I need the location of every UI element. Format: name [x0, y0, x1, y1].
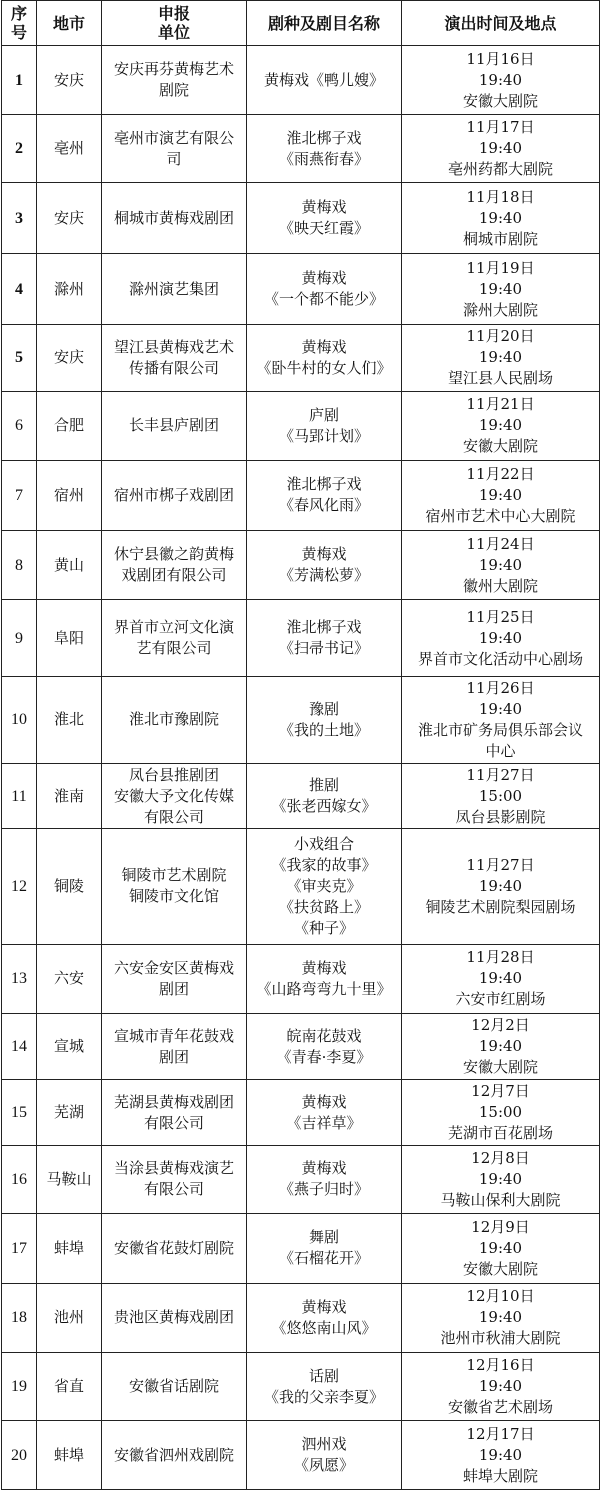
table-row: [2, 1283, 600, 1352]
table-row: [2, 182, 600, 253]
row-unit: [102, 1014, 247, 1080]
header-no: [2, 1, 37, 46]
header-play: 剧种及剧目名称: [247, 1, 402, 46]
row-play-line: 黄梅戏: [301, 1297, 347, 1316]
row-play-line: 《映天红霞》: [278, 219, 369, 238]
table-row: [2, 1014, 600, 1080]
row-play-line: 黄梅戏: [301, 545, 347, 564]
table-row: [2, 531, 600, 600]
table-row: [2, 1421, 600, 1490]
row-time-place-line: 11月22日: [466, 464, 535, 483]
row-number: 7: [2, 460, 37, 530]
row-play-line: 《青春·李夏》: [276, 1047, 372, 1066]
table-row: [2, 460, 600, 530]
row-time-place-line: 19:40: [478, 1377, 523, 1396]
row-play-line: 《夙愿》: [293, 1456, 354, 1475]
row-time-place-line: 11月28日: [466, 948, 535, 967]
row-number: 9: [2, 600, 37, 677]
row-time-place-line: 19:40: [478, 1308, 523, 1327]
row-time-place-line: 11月17日: [466, 118, 535, 137]
header-no-line-2: 号: [10, 23, 27, 42]
performance-schedule-table: [1, 0, 600, 1490]
row-number: 5: [2, 324, 37, 391]
table-row: [2, 254, 600, 324]
header-unit-line-1: 申报: [157, 4, 190, 23]
table-row: [2, 944, 600, 1013]
row-play-line: 淮北梆子戏: [286, 475, 362, 494]
row-play-line: 《张老西嫁女》: [271, 797, 377, 815]
row-play: [247, 677, 402, 764]
row-time-place-line: 19:40: [478, 1238, 523, 1257]
row-play-line: 庐剧: [308, 405, 339, 424]
row-unit: [102, 677, 247, 764]
row-unit: [102, 1283, 247, 1352]
row-play-line: 推剧: [308, 776, 339, 794]
row-unit-line: 铜陵市文化馆: [128, 887, 219, 906]
row-city: 宣城: [37, 1014, 102, 1080]
row-time-place-line: 15:00: [478, 1103, 523, 1122]
schedule-body: [2, 46, 600, 1490]
row-time-place-line: 19:40: [478, 1037, 523, 1056]
row-unit: [102, 944, 247, 1013]
row-unit-line: 安徽省花鼓灯剧院: [113, 1238, 234, 1257]
table-row: [2, 829, 600, 944]
row-time-place: [402, 182, 600, 253]
row-play-line: 《扫帚书记》: [278, 639, 369, 658]
row-city: 马鞍山: [37, 1145, 102, 1213]
row-time-place: [402, 392, 600, 460]
row-time-place-line: 池州市秋浦大剧院: [440, 1329, 561, 1348]
row-time-place: [402, 600, 600, 677]
header-city: 地市: [37, 1, 102, 46]
row-play-line: 黄梅戏: [301, 1159, 347, 1178]
row-unit-line: 亳州市演艺有限公: [113, 128, 234, 147]
row-time-place-line: 界首市文化活动中心剧场: [417, 649, 583, 668]
row-unit: [102, 392, 247, 460]
row-time-place-line: 铜陵艺术剧院梨园剧场: [425, 897, 576, 916]
row-play-line: 黄梅戏: [301, 337, 347, 356]
row-time-place-line: 12月8日: [471, 1148, 530, 1167]
row-unit-line: 司: [166, 149, 182, 168]
row-unit-line: 戏剧团有限公司: [121, 566, 227, 585]
table-row: [2, 1145, 600, 1213]
row-play-line: 皖南花鼓戏: [286, 1026, 362, 1045]
row-play: [247, 1145, 402, 1213]
row-city: 芜湖: [37, 1080, 102, 1145]
row-time-place-line: 11月27日: [466, 855, 535, 874]
row-unit-line: 贵池区黄梅戏剧团: [113, 1308, 234, 1327]
row-unit-line: 艺有限公司: [136, 639, 212, 658]
row-time-place: [402, 531, 600, 600]
row-unit: [102, 829, 247, 944]
row-play-line: 《卧牛村的女人们》: [256, 358, 392, 377]
row-unit-line: 安徽省话剧院: [128, 1377, 219, 1396]
row-city: 安庆: [37, 46, 102, 115]
table-row: [2, 1214, 600, 1283]
header-no-line-1: 序: [10, 4, 27, 23]
row-play-line: 《吉祥草》: [286, 1113, 362, 1132]
row-unit-line: 长丰县庐剧团: [128, 416, 219, 435]
table-row: [2, 600, 600, 677]
row-play-line: 《我的土地》: [278, 720, 369, 739]
row-time-place-line: 12月10日: [466, 1287, 535, 1306]
row-number: 13: [2, 944, 37, 1013]
table-row: [2, 115, 600, 182]
row-time-place-line: 芜湖市百花剧场: [447, 1124, 553, 1143]
row-unit-line: 淮北市豫剧院: [128, 710, 219, 729]
row-time-place-line: 12月9日: [471, 1217, 530, 1236]
row-number: 16: [2, 1145, 37, 1213]
row-unit: [102, 600, 247, 677]
row-time-place-line: 19:40: [478, 555, 523, 574]
row-unit: [102, 1080, 247, 1145]
row-play-line: 《石榴花开》: [278, 1249, 369, 1268]
row-unit-line: 剧团: [158, 979, 189, 998]
row-time-place-line: 19:40: [478, 416, 523, 435]
row-play: [247, 600, 402, 677]
row-city: 池州: [37, 1283, 102, 1352]
row-city: 宿州: [37, 460, 102, 530]
row-unit: [102, 115, 247, 182]
row-play-line: 舞剧: [308, 1228, 339, 1247]
row-city: 合肥: [37, 392, 102, 460]
row-time-place-line: 凤台县影剧院: [455, 807, 546, 826]
row-play-line: 《马郢计划》: [278, 426, 369, 445]
row-unit-line: 安庆再芬黄梅艺术: [113, 60, 234, 79]
row-unit: [102, 46, 247, 115]
row-play: [247, 763, 402, 828]
row-time-place-line: 11月24日: [466, 534, 535, 553]
row-play-line: 《山路弯弯九十里》: [256, 979, 392, 998]
row-time-place-line: 19:40: [478, 485, 523, 504]
row-number: 15: [2, 1080, 37, 1145]
table-row: [2, 1080, 600, 1145]
row-number: 18: [2, 1283, 37, 1352]
row-play-line: 豫剧: [308, 699, 339, 718]
row-unit: [102, 531, 247, 600]
row-time-place-line: 蚌埠大剧院: [462, 1466, 538, 1485]
row-unit: [102, 254, 247, 324]
row-play-line: 《春风化雨》: [278, 496, 369, 515]
row-time-place-line: 安徽省艺术剧场: [447, 1398, 553, 1417]
row-unit: [102, 324, 247, 391]
row-play-line: 黄梅戏《鸭儿嫂》: [263, 70, 384, 89]
header-row: [2, 1, 600, 46]
row-time-place-line: 11月18日: [466, 187, 535, 206]
row-unit: [102, 1353, 247, 1421]
table-row: [2, 763, 600, 828]
table-row: [2, 1353, 600, 1421]
row-unit-line: 安徽大予文化传媒: [113, 786, 234, 805]
row-time-place: [402, 1421, 600, 1490]
row-play: [247, 46, 402, 115]
row-unit-line: 桐城市黄梅戏剧团: [113, 208, 234, 227]
row-city: 铜陵: [37, 829, 102, 944]
row-time-place: [402, 763, 600, 828]
row-time-place-line: 11月27日: [466, 765, 535, 784]
row-time-place-line: 19:40: [478, 969, 523, 988]
row-unit: [102, 1421, 247, 1490]
row-time-place-line: 安徽大剧院: [462, 1058, 538, 1077]
row-unit: [102, 182, 247, 253]
row-time-place-line: 19:40: [478, 628, 523, 647]
row-play-line: 《雨燕衔春》: [278, 149, 369, 168]
row-time-place: [402, 1353, 600, 1421]
row-unit-line: 宿州市梆子戏剧团: [113, 485, 234, 504]
row-play-line: 泗州戏: [301, 1435, 347, 1454]
row-unit-line: 有限公司: [143, 1180, 204, 1199]
row-city: 淮北: [37, 677, 102, 764]
row-number: 2: [2, 115, 37, 182]
row-time-place-line: 安徽大剧院: [462, 437, 538, 456]
row-time-place-line: 19:40: [478, 139, 523, 158]
table-row: [2, 324, 600, 391]
row-time-place-line: 12月16日: [466, 1356, 535, 1375]
row-time-place: [402, 46, 600, 115]
row-unit-line: 望江县黄梅戏艺术: [113, 337, 234, 356]
row-play-line: 《种子》: [293, 918, 354, 937]
row-time-place-line: 15:00: [478, 786, 523, 805]
row-city: 六安: [37, 944, 102, 1013]
row-play: [247, 1080, 402, 1145]
row-time-place-line: 六安市红剧场: [455, 990, 546, 1009]
row-time-place-line: 19:40: [478, 70, 523, 89]
row-time-place-line: 徽州大剧院: [462, 576, 538, 595]
row-play: [247, 944, 402, 1013]
row-time-place-line: 19:40: [478, 699, 523, 718]
row-play-line: 《审夹克》: [286, 876, 362, 895]
row-play-line: 黄梅戏: [301, 958, 347, 977]
row-play: [247, 829, 402, 944]
row-unit-line: 剧团: [158, 1047, 189, 1066]
row-play-line: 黄梅戏: [301, 198, 347, 217]
row-time-place: [402, 460, 600, 530]
row-city: 黄山: [37, 531, 102, 600]
row-play: [247, 324, 402, 391]
row-time-place-line: 滁州大剧院: [462, 300, 538, 319]
row-unit-line: 铜陵市艺术剧院: [121, 866, 227, 885]
row-time-place-line: 11月19日: [466, 258, 535, 277]
header-time-place: 演出时间及地点: [402, 1, 600, 46]
row-time-place-line: 11月16日: [466, 49, 535, 68]
row-time-place-line: 11月26日: [466, 678, 535, 697]
row-unit-line: 传播有限公司: [128, 358, 219, 377]
row-play: [247, 1214, 402, 1283]
row-time-place-line: 中心: [485, 741, 516, 760]
row-time-place: [402, 1014, 600, 1080]
row-play: [247, 254, 402, 324]
row-play-line: 《燕子归时》: [278, 1180, 369, 1199]
row-number: 12: [2, 829, 37, 944]
row-number: 3: [2, 182, 37, 253]
table-row: [2, 677, 600, 764]
row-time-place-line: 望江县人民剧场: [447, 369, 553, 388]
header-unit-line-2: 单位: [157, 23, 190, 42]
table-row: [2, 46, 600, 115]
row-unit-line: 六安金安区黄梅戏: [113, 958, 234, 977]
row-unit-line: 滁州演艺集团: [128, 279, 219, 298]
row-play: [247, 1421, 402, 1490]
row-time-place: [402, 254, 600, 324]
row-time-place-line: 19:40: [478, 1445, 523, 1464]
row-unit: [102, 460, 247, 530]
row-play-line: 《悠悠南山风》: [271, 1318, 377, 1337]
row-number: 19: [2, 1353, 37, 1421]
row-unit-line: 界首市立河文化演: [113, 618, 234, 637]
row-time-place-line: 桐城市剧院: [462, 229, 538, 248]
row-time-place-line: 安徽大剧院: [462, 91, 538, 110]
row-time-place: [402, 944, 600, 1013]
row-city: 蚌埠: [37, 1421, 102, 1490]
row-time-place-line: 19:40: [478, 279, 523, 298]
row-city: 省直: [37, 1353, 102, 1421]
row-number: 1: [2, 46, 37, 115]
row-play-line: 淮北梆子戏: [286, 128, 362, 147]
row-number: 6: [2, 392, 37, 460]
row-number: 8: [2, 531, 37, 600]
row-city: 滁州: [37, 254, 102, 324]
row-play-line: 话剧: [308, 1366, 339, 1385]
row-unit: [102, 1214, 247, 1283]
row-city: 安庆: [37, 324, 102, 391]
row-unit-line: 有限公司: [143, 1113, 204, 1132]
row-play: [247, 182, 402, 253]
row-unit-line: 凤台县推剧团: [128, 765, 219, 784]
row-number: 14: [2, 1014, 37, 1080]
row-unit-line: 安徽省泗州戏剧院: [113, 1445, 234, 1464]
row-unit-line: 芜湖县黄梅戏剧团: [113, 1092, 234, 1111]
table-row: [2, 392, 600, 460]
row-play: [247, 460, 402, 530]
row-number: 4: [2, 254, 37, 324]
row-time-place-line: 19:40: [478, 348, 523, 367]
row-city: 阜阳: [37, 600, 102, 677]
row-time-place-line: 19:40: [478, 876, 523, 895]
row-number: 10: [2, 677, 37, 764]
row-play-line: 《扶贫路上》: [278, 897, 369, 916]
row-play-line: 黄梅戏: [301, 1092, 347, 1111]
row-time-place: [402, 324, 600, 391]
row-unit: [102, 1145, 247, 1213]
row-time-place-line: 11月20日: [466, 327, 535, 346]
row-time-place: [402, 677, 600, 764]
row-time-place-line: 淮北市矿务局俱乐部会议: [417, 720, 583, 739]
row-play-line: 黄梅戏: [301, 269, 347, 288]
row-play-line: 《我的父亲李夏》: [263, 1387, 384, 1406]
row-time-place-line: 19:40: [478, 208, 523, 227]
row-city: 亳州: [37, 115, 102, 182]
row-city: 淮南: [37, 763, 102, 828]
row-play-line: 《一个都不能少》: [263, 290, 384, 309]
row-play: [247, 115, 402, 182]
row-time-place-line: 马鞍山保利大剧院: [440, 1190, 561, 1209]
row-time-place-line: 12月2日: [471, 1016, 530, 1035]
row-number: 17: [2, 1214, 37, 1283]
row-play: [247, 1283, 402, 1352]
row-time-place-line: 安徽大剧院: [462, 1259, 538, 1278]
row-unit-line: 休宁县徽之韵黄梅: [113, 545, 234, 564]
row-play: [247, 1014, 402, 1080]
row-unit-line: 宣城市青年花鼓戏: [113, 1026, 234, 1045]
header-unit: [102, 1, 247, 46]
row-number: 11: [2, 763, 37, 828]
row-unit: [102, 763, 247, 828]
row-city: 安庆: [37, 182, 102, 253]
row-play: [247, 392, 402, 460]
row-play-line: 小戏组合: [293, 834, 354, 853]
row-unit-line: 当涂县黄梅戏演艺: [113, 1159, 234, 1178]
row-time-place-line: 亳州药都大剧院: [447, 160, 553, 179]
row-number: 20: [2, 1421, 37, 1490]
row-play: [247, 1353, 402, 1421]
row-unit-line: 剧院: [158, 81, 189, 100]
row-time-place-line: 宿州市艺术中心大剧院: [425, 506, 576, 525]
row-time-place-line: 19:40: [478, 1169, 523, 1188]
row-play-line: 《芳满松萝》: [278, 566, 369, 585]
row-time-place: [402, 1145, 600, 1213]
row-play: [247, 531, 402, 600]
row-time-place-line: 11月25日: [466, 607, 535, 626]
row-play-line: 淮北梆子戏: [286, 618, 362, 637]
row-time-place-line: 12月7日: [471, 1082, 530, 1101]
row-time-place: [402, 1214, 600, 1283]
row-time-place-line: 12月17日: [466, 1424, 535, 1443]
row-unit-line: 有限公司: [143, 807, 204, 826]
row-time-place: [402, 1080, 600, 1145]
row-time-place-line: 11月21日: [466, 395, 535, 414]
row-time-place: [402, 1283, 600, 1352]
row-play-line: 《我家的故事》: [271, 855, 377, 874]
row-time-place: [402, 115, 600, 182]
row-city: 蚌埠: [37, 1214, 102, 1283]
row-time-place: [402, 829, 600, 944]
